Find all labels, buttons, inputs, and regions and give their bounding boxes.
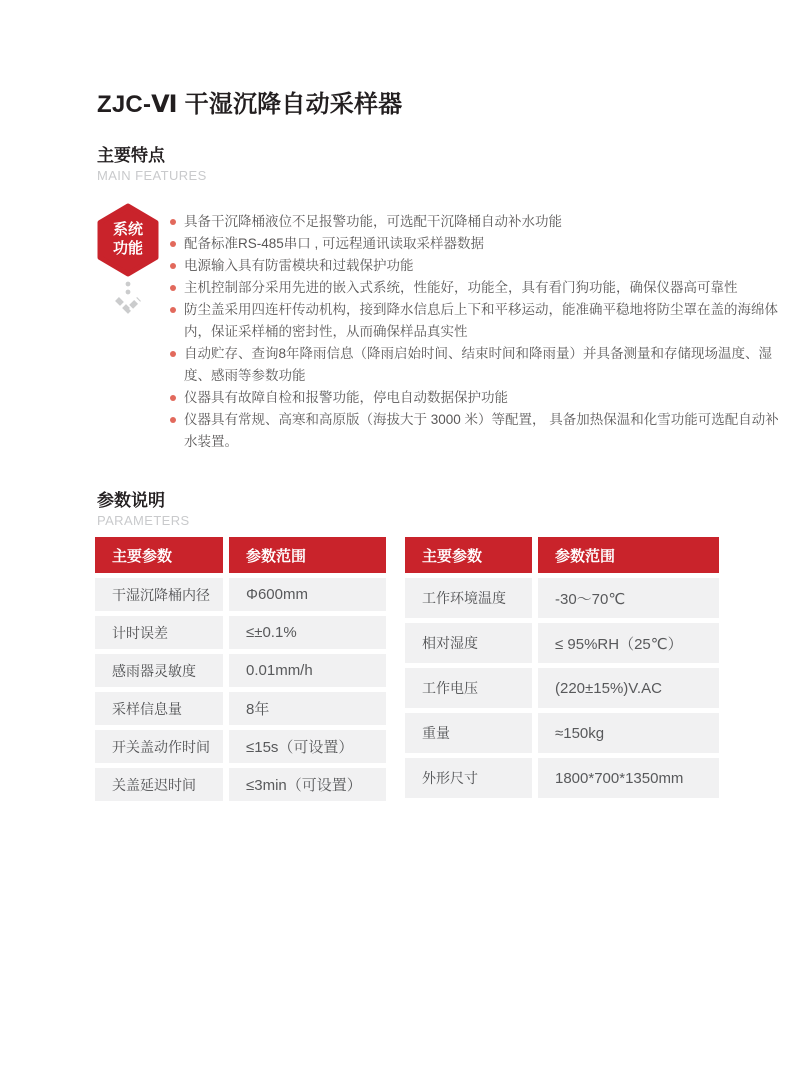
feature-text: 自动贮存、查询8年降雨信息（降雨启始时间、结束时间和降雨量）并具备测量和存储现场温度、湿度、感雨等参数功能	[184, 346, 773, 383]
table-row	[95, 692, 386, 725]
table-row	[95, 730, 386, 763]
feature-text: 主机控制部分采用先进的嵌入式系统，性能好，功能全，具有看门狗功能，确保仪器高可靠性	[184, 280, 738, 295]
parameter-table-right	[405, 537, 719, 806]
table-row	[95, 578, 386, 611]
param-name-cell: 采样信息量	[95, 692, 223, 725]
table-row	[95, 616, 386, 649]
param-value-cell: Φ600mm	[229, 578, 386, 611]
parameter-table-left	[95, 537, 386, 806]
param-name-cell: 感雨器灵敏度	[95, 654, 223, 687]
table-header-cell: 主要参数	[405, 537, 532, 573]
param-value-cell: ≤3min（可设置）	[229, 768, 386, 801]
feature-list	[170, 211, 784, 453]
feature-item	[170, 387, 784, 409]
param-name-cell: 开关盖动作时间	[95, 730, 223, 763]
feature-item	[170, 299, 784, 343]
table-row	[405, 578, 719, 618]
bullet-icon	[170, 417, 176, 423]
param-name-cell: 重量	[405, 713, 532, 753]
feature-item	[170, 277, 784, 299]
bullet-icon	[170, 351, 176, 357]
features-section-heading	[97, 141, 207, 183]
table-header-cell: 主要参数	[95, 537, 223, 573]
badge-label	[95, 220, 161, 258]
feature-text: 仪器具有常规、高寒和高原版（海拔大于 3000 米）等配置， 具备加热保温和化雪功能可选配自动补水装置。	[184, 412, 779, 449]
param-value-cell: ≈150kg	[538, 713, 719, 753]
feature-text: 具备干沉降桶液位不足报警功能，可选配干沉降桶自动补水功能	[184, 214, 562, 229]
table-header-row	[95, 537, 386, 573]
feature-item	[170, 343, 784, 387]
chevron-down-icon	[113, 281, 143, 317]
features-heading-en: MAIN FEATURES	[97, 168, 207, 183]
parameters-heading-en: PARAMETERS	[97, 513, 190, 528]
param-value-cell: ≤15s（可设置）	[229, 730, 386, 763]
feature-item	[170, 211, 784, 233]
bullet-icon	[170, 219, 176, 225]
bullet-icon	[170, 263, 176, 269]
param-name-cell: 关盖延迟时间	[95, 768, 223, 801]
param-value-cell: -30～70℃	[538, 578, 719, 618]
badge-label-line1: 系统	[112, 221, 143, 238]
table-row	[95, 768, 386, 801]
table-row	[95, 654, 386, 687]
param-value-cell: (220±15%)V.AC	[538, 668, 719, 708]
parameter-tables	[95, 537, 719, 806]
feature-text: 仪器具有故障自检和报警功能，停电自动数据保护功能	[184, 390, 508, 405]
parameters-heading-cn: 参数说明	[97, 491, 165, 510]
param-value-cell: 8年	[229, 692, 386, 725]
table-row	[405, 713, 719, 753]
param-value-cell: ≤ 95%RH（25℃）	[538, 623, 719, 663]
system-function-badge	[95, 203, 161, 277]
feature-text: 配备标准RS-485串口 , 可远程通讯读取采样器数据	[184, 236, 485, 251]
feature-item	[170, 233, 784, 255]
table-row	[405, 668, 719, 708]
feature-item	[170, 409, 784, 453]
bullet-icon	[170, 307, 176, 313]
bullet-icon	[170, 395, 176, 401]
feature-item	[170, 255, 784, 277]
table-row	[405, 758, 719, 798]
table-header-cell: 参数范围	[229, 537, 386, 573]
feature-text: 防尘盖采用四连杆传动机构，接到降水信息后上下和平移运动，能准确平稳地将防尘罩在盖的海绵体内，保证采样桶的密封性，从而确保样品真实性	[184, 302, 778, 339]
param-value-cell: 0.01mm/h	[229, 654, 386, 687]
features-heading-cn: 主要特点	[97, 146, 165, 165]
table-header-row	[405, 537, 719, 573]
param-value-cell: ≤±0.1%	[229, 616, 386, 649]
table-header-cell: 参数范围	[538, 537, 719, 573]
param-name-cell: 干湿沉降桶内径	[95, 578, 223, 611]
param-name-cell: 相对湿度	[405, 623, 532, 663]
page-title: ZJC-Ⅵ 干湿沉降自动采样器	[97, 91, 403, 118]
param-name-cell: 工作环境温度	[405, 578, 532, 618]
parameters-section-heading	[97, 486, 190, 528]
param-name-cell: 计时误差	[95, 616, 223, 649]
table-row	[405, 623, 719, 663]
feature-text: 电源输入具有防雷模块和过载保护功能	[184, 258, 414, 273]
param-value-cell: 1800*700*1350mm	[538, 758, 719, 798]
param-name-cell: 工作电压	[405, 668, 532, 708]
param-name-cell: 外形尺寸	[405, 758, 532, 798]
badge-label-line2: 功能	[112, 240, 143, 257]
bullet-icon	[170, 285, 176, 291]
bullet-icon	[170, 241, 176, 247]
